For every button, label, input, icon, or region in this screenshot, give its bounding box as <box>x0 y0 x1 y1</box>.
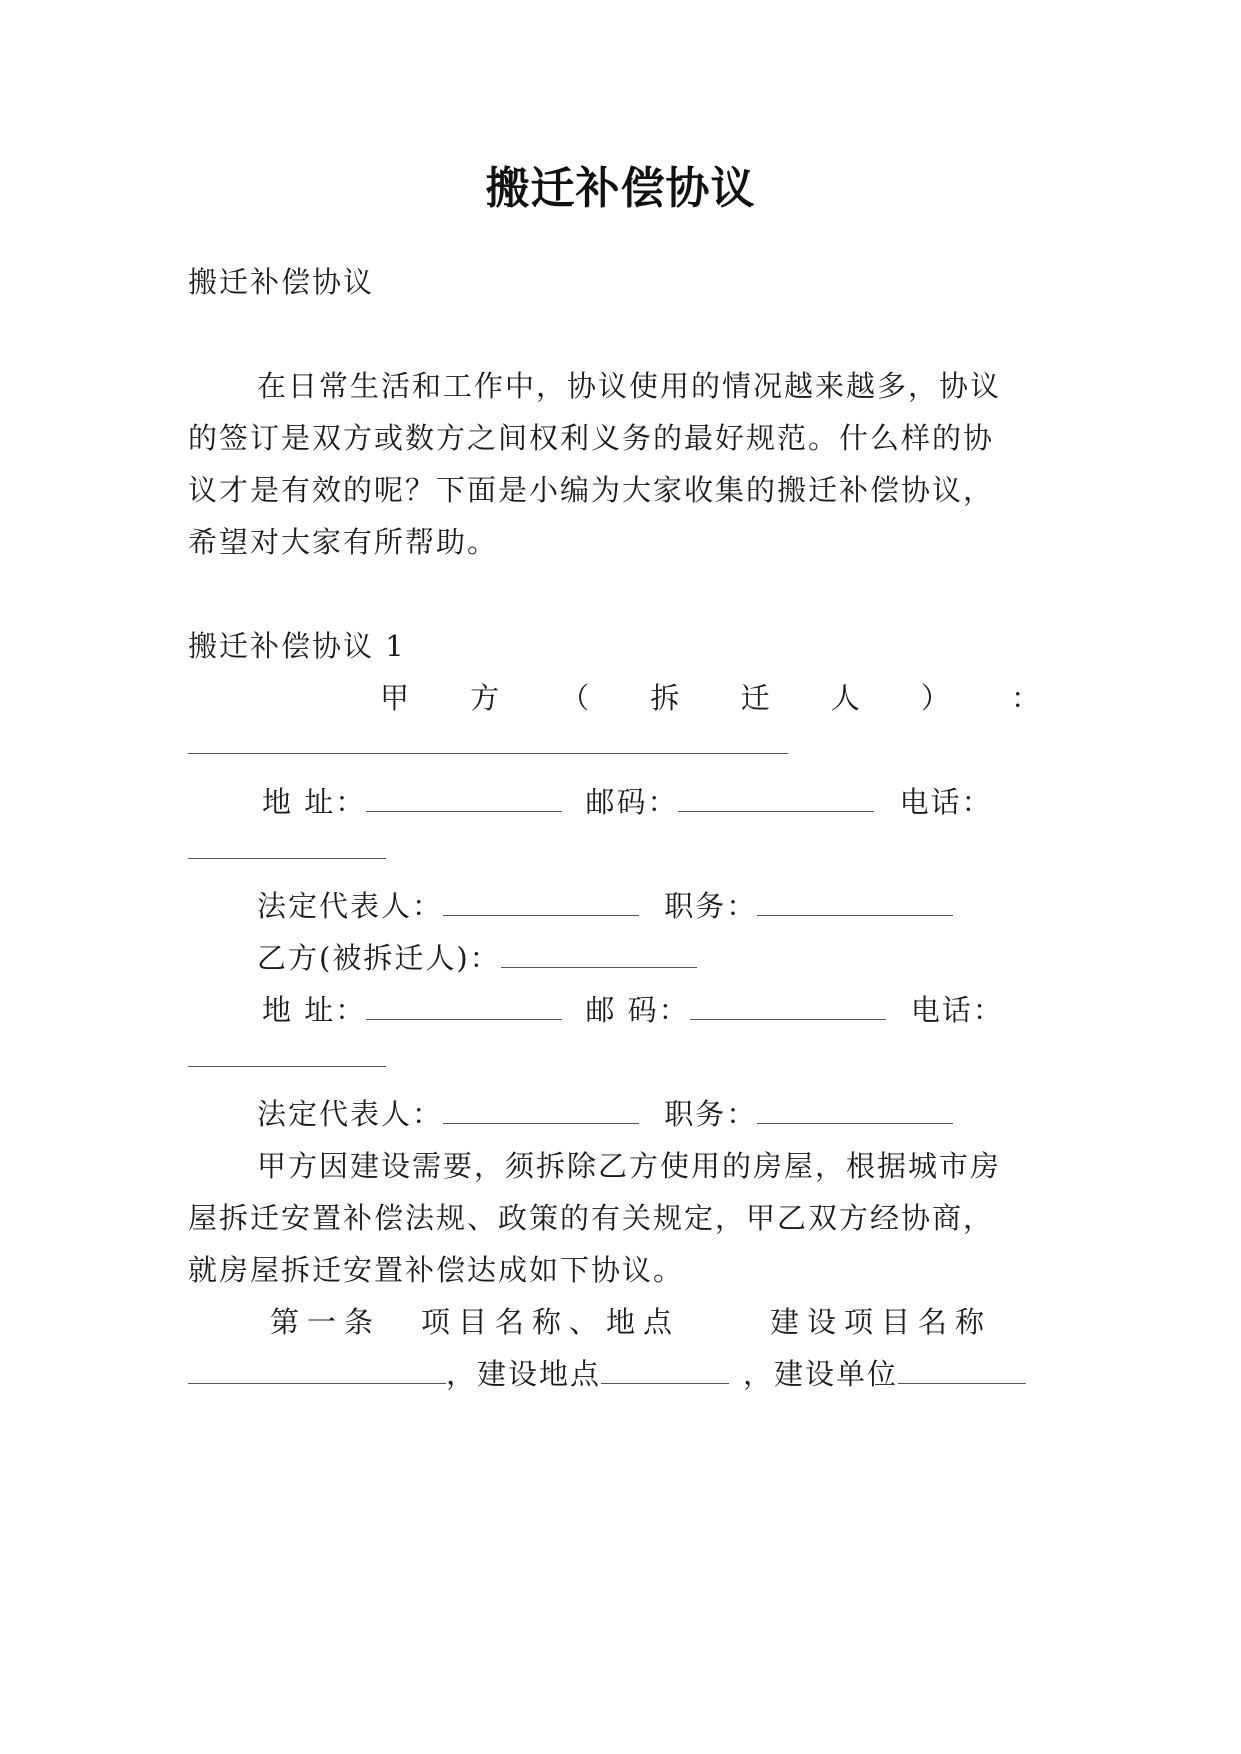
article-1-number: 第一条 <box>270 1305 382 1339</box>
party-a-char: 拆 <box>650 681 680 715</box>
body-line-3: 就房屋拆迁安置补偿达成如下协议。 <box>188 1253 685 1287</box>
party-b-phone-blank <box>188 1066 386 1067</box>
article-1-name: 项目名称、地点 <box>421 1305 681 1339</box>
party-b-legal-rep-row <box>257 1094 953 1134</box>
party-b-row <box>257 938 697 978</box>
unit-blank <box>898 1357 1026 1384</box>
document-title: 搬迁补偿协议 <box>485 163 756 214</box>
body-line-1: 甲方因建设需要，须拆除乙方使用的房屋，根据城市房 <box>257 1149 1002 1183</box>
address-blank <box>366 785 562 812</box>
party-b-name-blank <box>501 941 697 968</box>
intro-line-3: 议才是有效的呢？下面是小编为大家收集的搬迁补偿协议， <box>188 473 995 507</box>
legal-rep-blank <box>443 889 639 916</box>
party-a-name-blank <box>188 753 788 754</box>
party-a-label-row <box>380 678 1040 718</box>
site-blank <box>601 1357 729 1384</box>
phone-label: 电话： <box>899 785 993 819</box>
party-a-char: 方 <box>470 681 500 715</box>
legal-rep-blank <box>443 1097 639 1124</box>
intro-line-1: 在日常生活和工作中，协议使用的情况越来越多，协议 <box>257 369 1002 403</box>
intro-line-2: 的签订是双方或数方之间权利义务的最好规范。什么样的协 <box>188 421 995 455</box>
party-a-char: （ <box>560 681 590 715</box>
site-label: ，建设地点 <box>446 1357 602 1391</box>
section-1-heading: 搬迁补偿协议 1 <box>188 629 406 663</box>
legal-rep-label: 法定代表人： <box>257 1097 444 1131</box>
party-a-char: 迁 <box>740 681 770 715</box>
article-1-detail-row <box>188 1354 1026 1394</box>
body-line-2: 屋拆迁安置补偿法规、政策的有关规定，甲乙双方经协商， <box>188 1201 995 1235</box>
party-a-char: ） <box>920 681 950 715</box>
party-b-label: 乙方(被拆迁人)： <box>257 941 501 975</box>
project-name-blank <box>188 1357 446 1384</box>
party-a-char: 甲 <box>380 681 410 715</box>
postcode-blank <box>690 993 886 1020</box>
address-label: 地 址： <box>262 993 367 1027</box>
position-label: 职务： <box>664 1097 758 1131</box>
party-b-address-row <box>262 990 1004 1030</box>
position-label: 职务： <box>664 889 758 923</box>
postcode-blank <box>678 785 874 812</box>
party-a-legal-rep-row <box>257 886 953 926</box>
document-subtitle: 搬迁补偿协议 <box>188 265 375 299</box>
postcode-label: 邮 码： <box>585 993 690 1027</box>
intro-line-4: 希望对大家有所帮助。 <box>188 525 499 559</box>
postcode-label: 邮码： <box>585 785 679 819</box>
phone-label: 电话： <box>910 993 1004 1027</box>
position-blank <box>757 1097 953 1124</box>
unit-label: ，建设单位 <box>743 1357 899 1391</box>
position-blank <box>757 889 953 916</box>
party-a-char: 人 <box>830 681 860 715</box>
project-name-label: 建设项目名称 <box>770 1305 993 1339</box>
party-a-address-row <box>262 782 993 822</box>
article-1-heading-row <box>270 1302 992 1342</box>
party-a-phone-blank <box>188 858 386 859</box>
address-label: 地 址： <box>262 785 367 819</box>
legal-rep-label: 法定代表人： <box>257 889 444 923</box>
party-a-char: ： <box>1010 681 1040 715</box>
address-blank <box>366 993 562 1020</box>
